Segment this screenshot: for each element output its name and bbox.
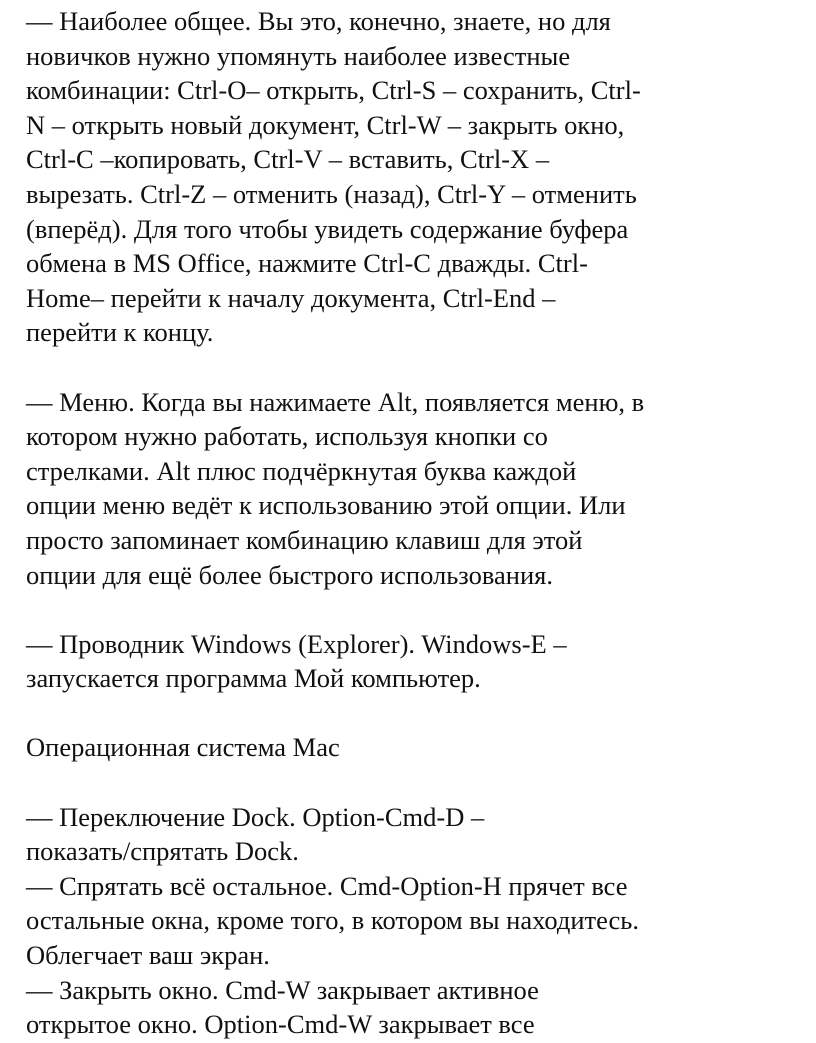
paragraph-spacer [26, 350, 810, 385]
document-page [26, 4, 810, 1042]
text-line: опции меню ведёт к использованию этой опции. Или [26, 490, 626, 521]
text-line: новичков нужно упомянуть наиболее известные [26, 40, 571, 71]
paragraph-spacer [26, 765, 810, 800]
text-line: остальные окна, кроме того, в котором вы находитесь. [26, 905, 639, 936]
text-line: N – открыть новый документ, Ctrl-W – закрыть окно, [26, 109, 625, 140]
text-line: вырезать. Ctrl-Z – отменить (назад), Ctrl-Y – отменить [26, 178, 637, 209]
text-line: перейти к концу. [26, 317, 214, 348]
text-line: запускается программа Мой компьютер. [26, 663, 481, 694]
text-line: обмена в MS Office, нажмите Ctrl-C дважды. Ctrl- [26, 248, 588, 279]
text-line: — Проводник Windows (Explorer). Windows-E – [26, 628, 567, 659]
text-line: — Спрятать всё остальное. Cmd-Option-H прячет все [26, 870, 628, 901]
text-line: — Закрыть окно. Cmd-W закрывает активное [26, 974, 539, 1005]
paragraph-menu [26, 385, 810, 593]
text-line: комбинации: Ctrl-O– открыть, Ctrl-S – сохранить, Ctrl- [26, 75, 641, 106]
text-line: Операционная система Mac [26, 732, 340, 763]
text-line: Облегчает ваш экран. [26, 940, 270, 971]
text-line: Home– перейти к началу документа, Ctrl-End – [26, 282, 556, 313]
text-line: стрелками. Alt плюс подчёркнутая буква каждой [26, 455, 577, 486]
text-line: — Наиболее общее. Вы это, конечно, знаете, но для [26, 6, 611, 36]
text-line: котором нужно работать, используя кнопки со [26, 421, 548, 452]
text-line: просто запоминает комбинацию клавиш для этой [26, 524, 583, 555]
section-heading-mac [26, 730, 810, 765]
text-line: — Переключение Dock. Option-Cmd-D – [26, 801, 485, 832]
text-line: показать/спрятать Dock. [26, 836, 299, 867]
paragraph-general-shortcuts [26, 4, 810, 350]
paragraph-spacer [26, 592, 810, 627]
text-line: — Меню. Когда вы нажимаете Alt, появляется меню, в [26, 386, 645, 417]
text-line: Ctrl-C –копировать, Ctrl-V – вставить, Ctrl-X – [26, 144, 550, 175]
paragraph-mac-shortcuts [26, 800, 810, 1042]
paragraph-spacer [26, 696, 810, 731]
text-line: (вперёд). Для того чтобы увидеть содержание буфера [26, 213, 629, 244]
paragraph-explorer [26, 627, 810, 696]
text-line: опции для ещё более быстрого использования. [26, 559, 553, 590]
text-line: открытое окно. Option-Cmd-W закрывает все [26, 1009, 535, 1040]
